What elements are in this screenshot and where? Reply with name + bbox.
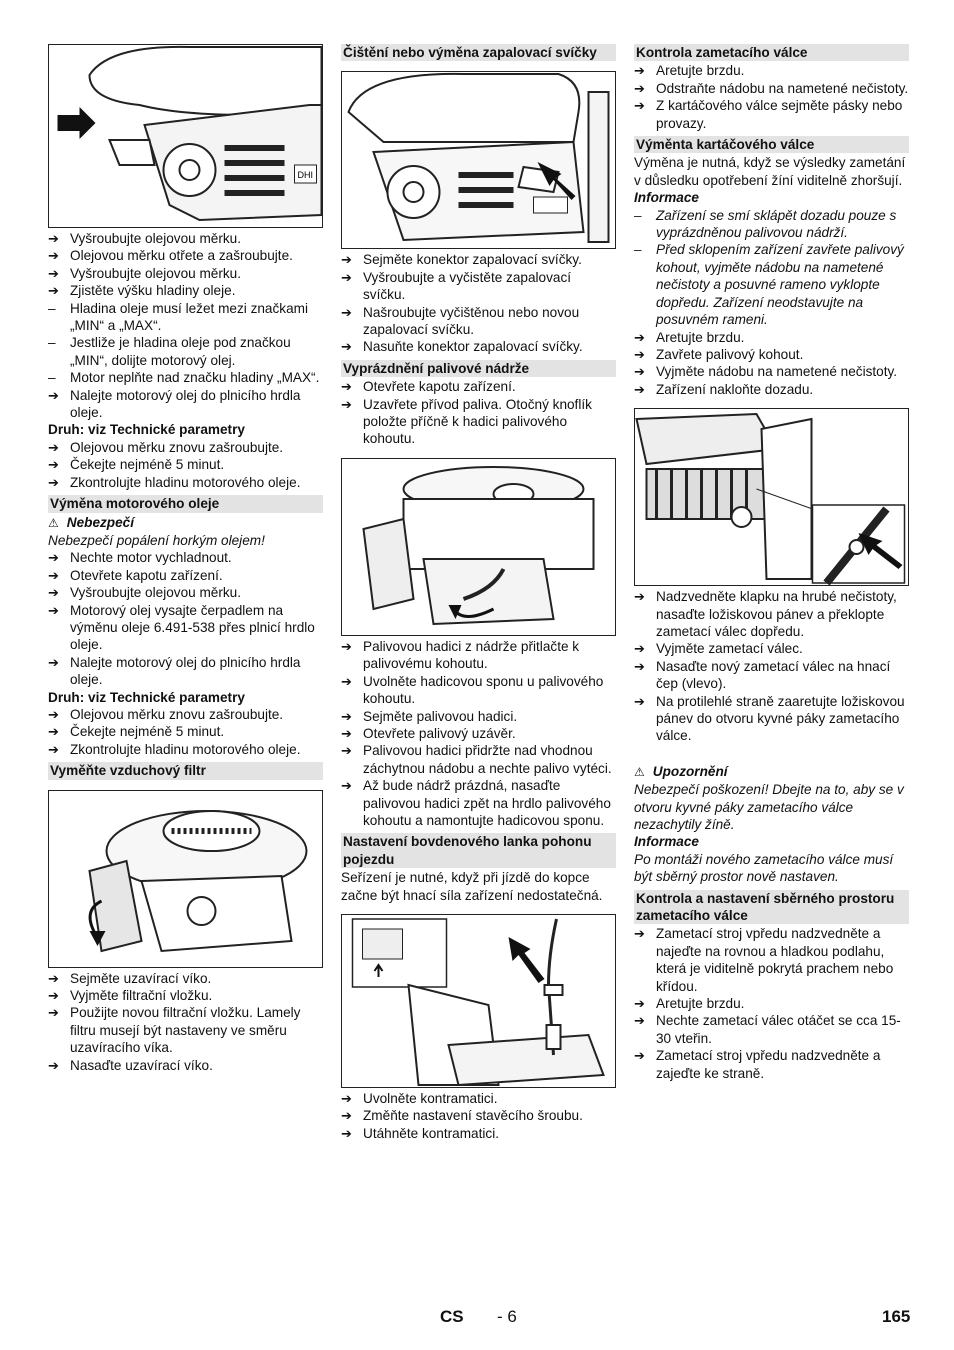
- list-item-text: Otevřete kapotu zařízení.: [70, 567, 223, 583]
- list-item-text: Zkontrolujte hladinu motorového oleje.: [70, 741, 301, 757]
- list-item-text: Na protilehlé straně zaaretujte ložiskovou pánev do otvoru kyvné páky zametacího válce.: [656, 693, 905, 744]
- dash-bullet: [634, 241, 656, 258]
- arrow-bullet-icon: [341, 338, 363, 356]
- figure-spark-plug: [341, 71, 616, 249]
- brush-swap-list-2: [634, 588, 909, 745]
- arrow-bullet-icon: [634, 363, 656, 381]
- list-item-text: Vyšroubujte olejovou měrku.: [70, 231, 242, 246]
- column-2: [341, 44, 616, 1142]
- list-item: [341, 269, 616, 304]
- arrow-bullet-icon: [48, 1004, 70, 1022]
- list-item-text: Zametací stroj vpředu nadzvedněte a zajeďte ke straně.: [656, 1048, 881, 1081]
- figure-brush-roller: [634, 408, 909, 586]
- arrow-bullet-icon: [341, 251, 363, 269]
- list-item: [48, 439, 323, 456]
- dash-bullet: [48, 300, 70, 317]
- list-item-text: Sejměte konektor zapalovací svíčky.: [363, 252, 582, 268]
- list-item: [48, 369, 323, 386]
- arrow-bullet-icon: [634, 588, 656, 606]
- arrow-bullet-icon: [634, 97, 656, 115]
- list-item: [634, 346, 909, 363]
- list-item: [48, 247, 323, 264]
- arrow-bullet-icon: [341, 673, 363, 691]
- arrow-bullet-icon: [634, 995, 656, 1013]
- spacer: [634, 745, 909, 763]
- column-1: [48, 44, 323, 1074]
- list-item-text: Aretujte brzdu.: [656, 63, 745, 79]
- list-item: [48, 1004, 323, 1056]
- list-item-text: Před sklopením zařízení zavřete palivový kohout, vyjměte nádobu na nametené nečistoty a posuvné rameno vyklopte dopředu. Zařízení neodstavujte na posuvném rameni.: [656, 242, 904, 328]
- list-item: [48, 584, 323, 601]
- dash-bullet: [48, 334, 70, 351]
- list-item: [48, 602, 323, 654]
- list-item-text: Sejměte uzavírací víko.: [70, 970, 212, 986]
- warning-icon: ⚠: [48, 515, 59, 530]
- list-item-text: Olejovou měrku otřete a zašroubujte.: [70, 248, 293, 264]
- list-item-text: Nasaďte uzavírací víko.: [70, 1057, 213, 1073]
- list-item: [634, 995, 909, 1012]
- list-item-text: Nechte zametací válec otáčet se cca 15-30 vteřin.: [656, 1013, 901, 1046]
- list-item: [48, 456, 323, 473]
- list-item-text: Aretujte brzdu.: [656, 996, 745, 1012]
- engine-label-text: DHI: [297, 170, 313, 180]
- list-item-text: Zavřete palivový kohout.: [656, 346, 804, 362]
- arrow-bullet-icon: [341, 777, 363, 795]
- warning-icon: ⚠: [634, 764, 645, 779]
- arrow-bullet-icon: [634, 346, 656, 364]
- list-item-text: Uzavřete přívod paliva. Otočný knoflík položte příčně k hadici palivového kohoutu.: [363, 396, 592, 447]
- arrow-bullet-icon: [341, 1125, 363, 1143]
- list-item: [48, 567, 323, 584]
- footer-language: CS: [440, 1307, 464, 1326]
- list-item: [634, 241, 909, 328]
- list-item: [48, 300, 323, 335]
- arrow-bullet-icon: [341, 1090, 363, 1108]
- info-list: [634, 207, 909, 329]
- list-item-text: Nechte motor vychladnout.: [70, 550, 232, 566]
- arrow-bullet-icon: [634, 640, 656, 658]
- arrow-bullet-icon: [48, 387, 70, 405]
- arrow-bullet-icon: [634, 80, 656, 98]
- list-item: [48, 987, 323, 1004]
- arrow-bullet-icon: [341, 638, 363, 656]
- list-item-text: Vyjměte zametací válec.: [656, 641, 803, 657]
- list-item: [48, 474, 323, 491]
- column-3: [634, 44, 909, 1082]
- arrow-bullet-icon: [48, 741, 70, 759]
- arrow-bullet-icon: [634, 658, 656, 676]
- oil-type-note-2: Druh: viz Technické parametry: [48, 689, 245, 705]
- list-item-text: Olejovou měrku znovu zašroubujte.: [70, 706, 284, 722]
- footer-page-number: 165: [882, 1307, 911, 1326]
- list-item-text: Nasuňte konektor zapalovací svíčky.: [363, 339, 583, 355]
- arrow-bullet-icon: [341, 304, 363, 322]
- list-item: [341, 708, 616, 725]
- list-item: [341, 742, 616, 777]
- oil-check-list: [48, 230, 323, 421]
- heading-bowden-cable: Nastavení bovdenového lanka pohonu pojezdu: [341, 833, 616, 868]
- list-item-text: Jestliže je hladina oleje pod značkou „MIN“, dolijte motorový olej.: [70, 335, 291, 368]
- list-item: [48, 741, 323, 758]
- arrow-bullet-icon: [341, 742, 363, 760]
- list-item-text: Našroubujte vyčištěnou nebo novou zapalovací svíčku.: [363, 304, 580, 338]
- heading-adjust: Kontrola a nastavení sběrného prostoru zametacího válce: [634, 890, 909, 925]
- arrow-bullet-icon: [48, 439, 70, 457]
- list-item-text: Až bude nádrž prázdná, nasaďte palivovou hadici zpět na hrdlo palivového kohoutu a namontujte hadicovou sponu.: [363, 778, 611, 828]
- arrow-bullet-icon: [341, 378, 363, 396]
- list-item: [48, 334, 323, 369]
- arrow-bullet-icon: [634, 1012, 656, 1030]
- arrow-bullet-icon: [48, 247, 70, 265]
- list-item-text: Nalejte motorový olej do plnicího hrdla oleje.: [70, 654, 301, 688]
- info-label-2: Informace: [634, 834, 699, 850]
- arrow-bullet-icon: [341, 708, 363, 726]
- list-item: [341, 673, 616, 708]
- list-item-text: Čekejte nejméně 5 minut.: [70, 457, 225, 473]
- arrow-bullet-icon: [634, 329, 656, 347]
- list-item: [634, 1012, 909, 1047]
- arrow-bullet-icon: [634, 381, 656, 399]
- list-item-text: Motorový olej vysajte čerpadlem na výměnu oleje 6.491-538 přes plnicí hrdlo oleje.: [70, 602, 315, 653]
- engine-dipstick-illustration: [49, 45, 322, 227]
- list-item-text: Vyšroubujte a vyčistěte zapalovací svíčku.: [363, 269, 572, 303]
- bowden-cable-text: Seřízení je nutné, když při jízdě do kopce začne být hnací síla zařízení nedostatečná.: [341, 870, 603, 903]
- list-item: [341, 725, 616, 742]
- brush-roller-illustration: [635, 409, 908, 585]
- list-item: [634, 658, 909, 693]
- list-item-text: Hladina oleje musí ležet mezi značkami „MIN“ a „MAX“.: [70, 300, 308, 334]
- list-item-text: Z kartáčového válce sejměte pásky nebo provazy.: [656, 98, 903, 131]
- figure-bowden-cable: [341, 914, 616, 1088]
- arrow-bullet-icon: [48, 602, 70, 620]
- dash-bullet: [634, 207, 656, 224]
- air-filter-illustration: [49, 791, 322, 967]
- list-item-text: Odstraňte nádobu na nametené nečistoty.: [656, 80, 909, 96]
- list-item: [634, 329, 909, 346]
- list-item: [48, 723, 323, 740]
- list-item-text: Zjistěte výšku hladiny oleje.: [70, 283, 236, 299]
- oil-check-list-2: [48, 439, 323, 491]
- arrow-bullet-icon: [48, 474, 70, 492]
- arrow-bullet-icon: [341, 1107, 363, 1125]
- list-item-text: Nasaďte nový zametací válec na hnací čep (vlevo).: [656, 658, 891, 692]
- list-item: [48, 706, 323, 723]
- heading-air-filter: Vyměňte vzduchový filtr: [48, 762, 323, 779]
- list-item-text: Vyjměte filtrační vložku.: [70, 988, 213, 1003]
- arrow-bullet-icon: [48, 567, 70, 585]
- arrow-bullet-icon: [48, 282, 70, 300]
- list-item: [634, 80, 909, 97]
- arrow-bullet-icon: [48, 549, 70, 567]
- list-item-text: Zařízení nakloňte dozadu.: [656, 381, 814, 397]
- arrow-bullet-icon: [48, 456, 70, 474]
- danger-label: ⚠ Nebezpečí: [48, 514, 135, 530]
- list-item: [341, 304, 616, 339]
- list-item-text: Otevřete palivový uzávěr.: [363, 725, 516, 741]
- arrow-bullet-icon: [48, 706, 70, 724]
- list-item-text: Uvolněte hadicovou sponu u palivového kohoutu.: [363, 673, 604, 707]
- figure-air-filter: [48, 790, 323, 968]
- list-item: [341, 777, 616, 829]
- list-item-text: Palivovou hadici z nádrže přitlačte k palivovému kohoutu.: [363, 638, 580, 672]
- arrow-bullet-icon: [48, 723, 70, 741]
- arrow-bullet-icon: [48, 970, 70, 988]
- list-item-text: Aretujte brzdu.: [656, 329, 745, 345]
- list-item: [48, 1057, 323, 1074]
- list-item: [634, 381, 909, 398]
- list-item: [634, 588, 909, 640]
- brush-swap-text: Výměna je nutná, když se výsledky zametání v důsledku opotřebení žíní viditelně zhoršují.: [634, 155, 906, 188]
- list-item: [341, 638, 616, 673]
- arrow-bullet-icon: [634, 62, 656, 80]
- list-item: [341, 378, 616, 395]
- list-item-text: Nalejte motorový olej do plnicího hrdla oleje.: [70, 387, 301, 421]
- list-item: [48, 230, 323, 247]
- list-item: [48, 549, 323, 566]
- heading-brush-check: Kontrola zametacího válce: [634, 44, 909, 61]
- list-item: [341, 1107, 616, 1124]
- oil-type-note: Druh: viz Technické parametry: [48, 422, 245, 438]
- heading-brush-swap: Výměnta kartáčového válce: [634, 136, 909, 153]
- list-item: [634, 97, 909, 132]
- footer-section-page: - 6: [497, 1307, 517, 1326]
- bowden-cable-illustration: [342, 915, 615, 1087]
- list-item: [634, 640, 909, 657]
- arrow-bullet-icon: [48, 230, 70, 248]
- caution-label: ⚠ Upozornění: [634, 763, 728, 779]
- list-item: [634, 363, 909, 380]
- list-item-text: Sejměte palivovou hadici.: [363, 708, 518, 724]
- list-item-text: Nadzvedněte klapku na hrubé nečistoty, nasaďte ložiskovou pánev a překlopte zametací válec dopředu.: [656, 589, 897, 639]
- heading-oil-change: Výměna motorového oleje: [48, 495, 323, 512]
- list-item-text: Motor neplňte nad značku hladiny „MAX“.: [70, 370, 320, 386]
- arrow-bullet-icon: [48, 584, 70, 602]
- arrow-bullet-icon: [48, 265, 70, 283]
- list-item-text: Utáhněte kontramatici.: [363, 1125, 500, 1141]
- list-item-text: Uvolněte kontramatici.: [363, 1090, 498, 1106]
- arrow-bullet-icon: [48, 1057, 70, 1075]
- brush-swap-list: [634, 329, 909, 399]
- list-item: [634, 693, 909, 745]
- brush-check-list: [634, 62, 909, 132]
- list-item-text: Otevřete kapotu zařízení.: [363, 379, 516, 395]
- list-item: [341, 1090, 616, 1107]
- fuel-tank-list: [341, 378, 616, 448]
- arrow-bullet-icon: [48, 654, 70, 672]
- arrow-bullet-icon: [341, 396, 363, 414]
- list-item: [341, 251, 616, 268]
- dash-bullet: [48, 369, 70, 386]
- arrow-bullet-icon: [341, 269, 363, 287]
- list-item: [634, 62, 909, 79]
- figure-oil-dipstick: [48, 44, 323, 228]
- bowden-cable-list: [341, 1090, 616, 1142]
- list-item: [341, 1125, 616, 1142]
- arrow-bullet-icon: [634, 1047, 656, 1065]
- list-item-text: Čekejte nejméně 5 minut.: [70, 724, 225, 740]
- fuel-tank-list-2: [341, 638, 616, 829]
- list-item: [48, 387, 323, 422]
- info-label: Informace: [634, 190, 699, 206]
- fuel-tank-illustration: [342, 459, 615, 635]
- list-item-text: Použijte novou filtrační vložku. Lamely filtru musejí být nastaveny ve směru uzavíracího víka.: [70, 1005, 301, 1056]
- oil-change-list: [48, 549, 323, 688]
- spark-plug-list: [341, 251, 616, 355]
- list-item-text: Změňte nastavení stavěcího šroubu.: [363, 1108, 583, 1124]
- list-item: [341, 338, 616, 355]
- list-item-text: Palivovou hadici přidržte nad vhodnou záchytnou nádobu a nechte palivo vytéci.: [363, 743, 612, 776]
- heading-fuel-tank: Vyprázdnění palivové nádrže: [341, 360, 616, 377]
- caution-text: Nebezpečí poškození! Dbejte na to, aby se v otvoru kyvné páky zametacího válce nezachytily žíně.: [634, 782, 904, 832]
- figure-fuel-tank: [341, 458, 616, 636]
- heading-spark-plug: Čištění nebo výměna zapalovací svíčky: [341, 44, 616, 61]
- spark-plug-illustration: [342, 72, 615, 248]
- list-item: [48, 970, 323, 987]
- arrow-bullet-icon: [341, 725, 363, 743]
- arrow-bullet-icon: [48, 987, 70, 1005]
- list-item-text: Vyjměte nádobu na nametené nečistoty.: [656, 364, 898, 380]
- list-item: [48, 265, 323, 282]
- adjust-list: [634, 925, 909, 1082]
- list-item: [48, 282, 323, 299]
- arrow-bullet-icon: [634, 693, 656, 711]
- list-item-text: Zařízení se smí sklápět dozadu pouze s vyprázdněnou palivovou nádrží.: [656, 207, 897, 241]
- oil-change-list-2: [48, 706, 323, 758]
- list-item-text: Olejovou měrku znovu zašroubujte.: [70, 439, 284, 455]
- danger-text: Nebezpečí popálení horkým olejem!: [48, 532, 265, 548]
- list-item-text: Vyšroubujte olejovou měrku.: [70, 265, 242, 281]
- list-item: [341, 396, 616, 448]
- list-item: [48, 654, 323, 689]
- list-item: [634, 207, 909, 242]
- list-item: [634, 925, 909, 995]
- list-item-text: Zkontrolujte hladinu motorového oleje.: [70, 474, 301, 490]
- air-filter-list: [48, 970, 323, 1074]
- list-item-text: Zametací stroj vpředu nadzvedněte a najeďte na rovnou a hladkou podlahu, která je viditelně pokrytá prachem nebo křídou.: [656, 926, 894, 994]
- list-item-text: Vyšroubujte olejovou měrku.: [70, 585, 242, 601]
- info-text-2: Po montáži nového zametacího válce musí být sběrný prostor nově nastaven.: [634, 851, 894, 885]
- list-item: [634, 1047, 909, 1082]
- arrow-bullet-icon: [634, 925, 656, 943]
